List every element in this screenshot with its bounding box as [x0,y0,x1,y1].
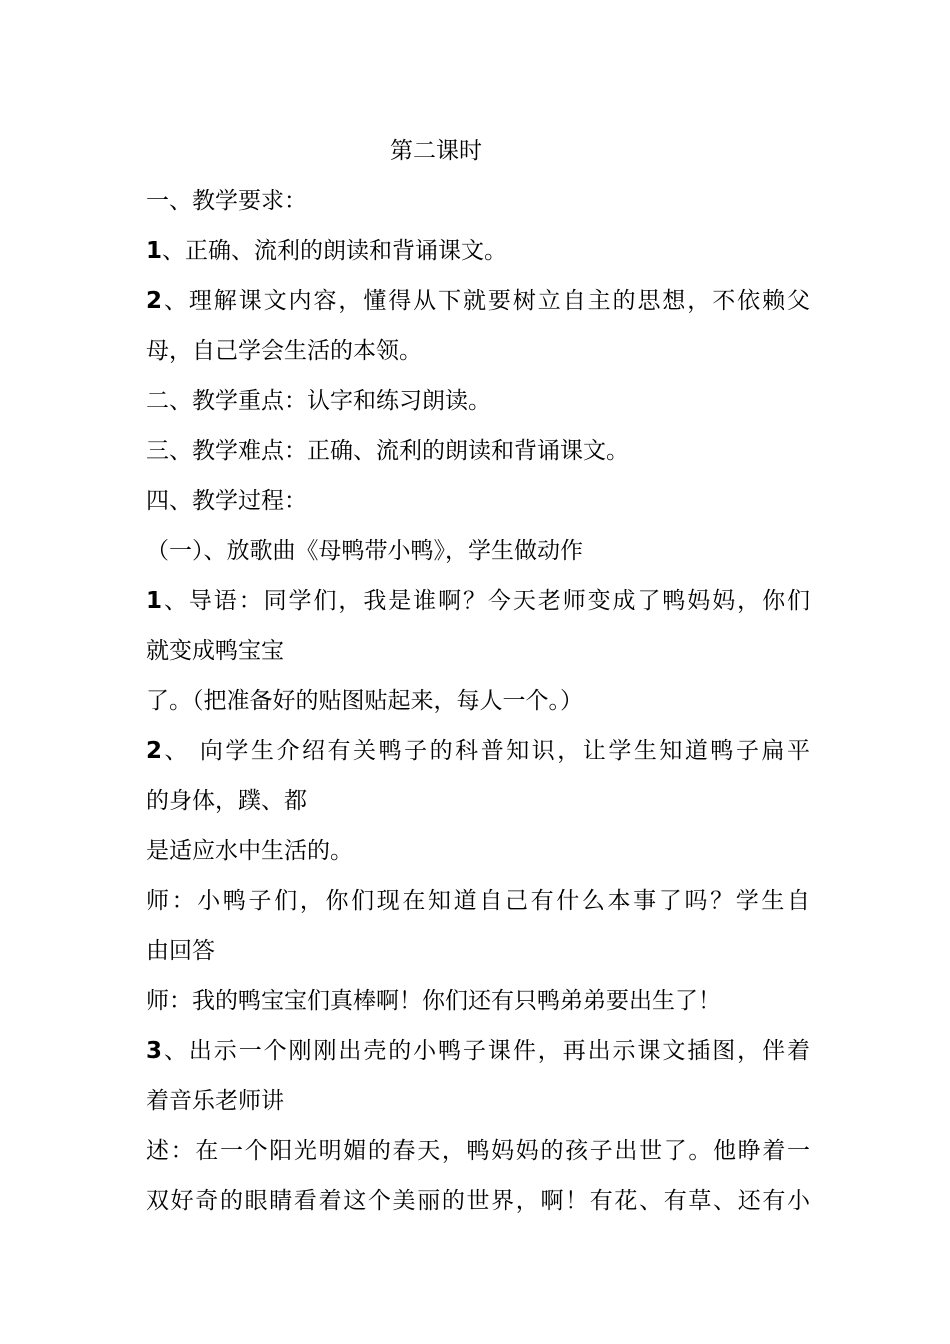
line-text: 四、教学过程： [146,488,307,514]
text-line [146,526,810,576]
line-text: 的身体，蹼、都 [146,788,307,814]
line-text: 述：在一个阳光明媚的春天，鸭妈妈的孩子出世了。他睁着一 [146,1138,810,1164]
text-line [146,376,810,426]
text-line [146,476,810,526]
text-line [146,1176,810,1226]
text-line [146,426,810,476]
text-line [146,326,810,376]
line-text: 、出示一个刚刚出壳的小鸭子课件，再出示课文插图，伴着 [162,1038,810,1064]
text-line [146,1076,810,1126]
item-number: 1 [146,588,163,614]
line-text: 就变成鸭宝宝 [146,638,284,664]
text-line [146,176,810,226]
text-line [146,976,810,1026]
paragraph-list [146,176,810,1226]
line-text: 三、教学难点：正确、流利的朗读和背诵课文。 [146,438,629,464]
text-line [146,276,810,326]
line-text: 了。（把准备好的贴图贴起来，每人一个。） [146,688,583,714]
text-line [146,576,810,626]
line-text: 、 向学生介绍有关鸭子的科普知识，让学生知道鸭子扁平 [162,738,810,764]
text-line [146,676,810,726]
line-text: 、导语：同学们，我是谁啊？今天老师变成了鸭妈妈，你们 [162,588,810,614]
line-text: 母，自己学会生活的本领。 [146,338,422,364]
item-number: 2 [146,738,163,764]
item-number: 1 [146,238,163,264]
line-text: 二、教学重点：认字和练习朗读。 [146,388,491,414]
text-line [146,726,810,776]
text-line [146,1026,810,1076]
text-line [146,876,810,926]
line-text: 、正确、流利的朗读和背诵课文。 [162,238,508,264]
line-text: 一、教学要求： [146,188,307,214]
line-text: 双好奇的眼睛看着这个美丽的世界，啊！有花、有草、还有小 [146,1188,810,1214]
item-number: 2 [146,288,163,314]
text-line [146,626,810,676]
item-number: 3 [146,1038,163,1064]
text-line [146,776,810,826]
line-text: 师：小鸭子们，你们现在知道自己有什么本事了吗？学生自 [146,888,810,914]
text-line [146,926,810,976]
line-text: 着音乐老师讲 [146,1088,284,1114]
line-text: 、理解课文内容，懂得从下就要树立自主的思想，不依赖父 [162,288,810,314]
text-line [146,826,810,876]
document-body [146,126,810,1226]
line-text: （一）、放歌曲《母鸭带小鸭》，学生做动作 [146,538,583,564]
line-text: 是适应水中生活的。 [146,838,353,864]
lesson-title: 第二课时 [390,138,482,164]
line-text: 由回答 [146,938,215,964]
text-line [146,226,810,276]
line-text: 师：我的鸭宝宝们真棒啊！你们还有只鸭弟弟要出生了！ [146,988,721,1014]
text-line [146,1126,810,1176]
